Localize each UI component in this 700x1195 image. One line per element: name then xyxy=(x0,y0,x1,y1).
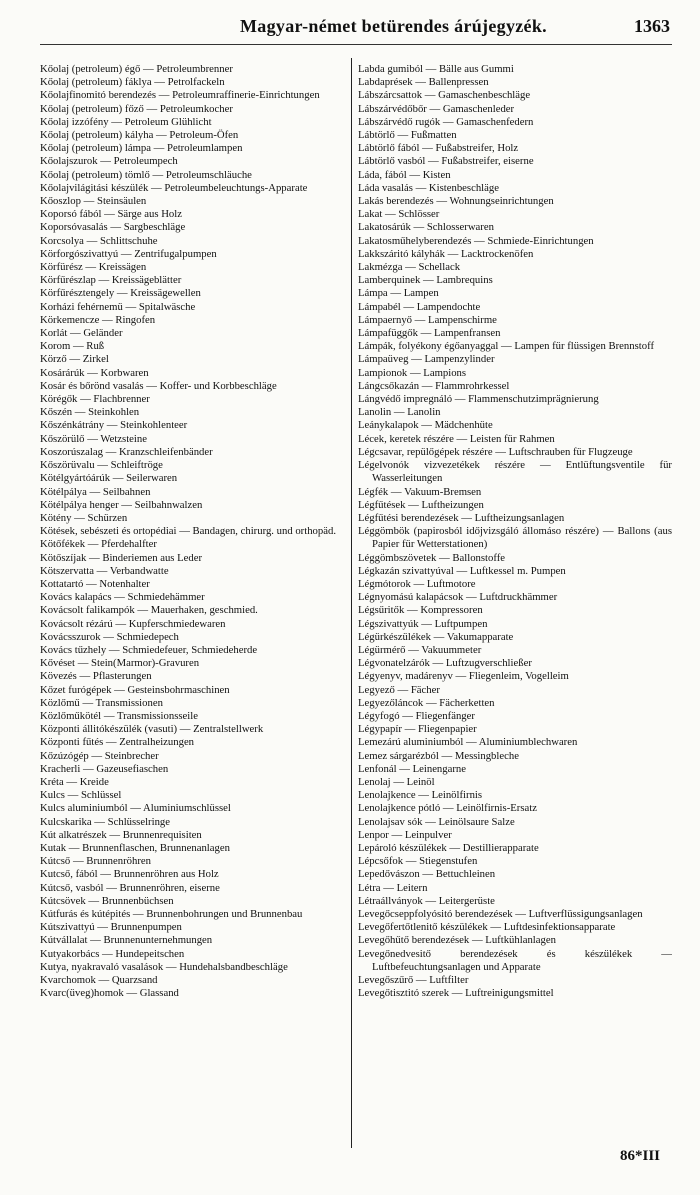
dictionary-entry: Légfék — Vakuum-Bremsen xyxy=(358,485,482,498)
dictionary-entry: Kőolaj (petroleum) tömlő — Petroleumschläuche xyxy=(40,168,252,181)
dictionary-entry: Kutya, nyakravaló vasalások — Hundehalsbandbeschläge xyxy=(40,960,288,973)
dictionary-entry: Lemezárú aluminiumból — Aluminiumblechwaren xyxy=(358,736,578,749)
dictionary-entry: Kötőszíjak — Binderiemen aus Leder xyxy=(40,551,203,564)
dictionary-entry: Lámpa — Lampen xyxy=(358,287,439,300)
dictionary-entry: Korlát — Geländer xyxy=(40,327,123,340)
dictionary-entry: Lakatosárúk — Schlosserwaren xyxy=(358,221,494,234)
dictionary-entry: Koporsóvasalás — Sargbeschläge xyxy=(40,221,186,234)
dictionary-entry: Kútfurás és kútépités — Brunnenbohrungen und Brunnenbau xyxy=(40,908,303,920)
dictionary-entry: Kosárárúk — Korbwaren xyxy=(40,366,149,379)
dictionary-entry: Kötések, sebészeti és ortopédiai — Bandagen, chirurg. und orthopäd. xyxy=(40,525,337,538)
dictionary-entry: Kőolaj (petroleum) lámpa — Petroleumlampen xyxy=(40,142,243,155)
dictionary-entry: Kőszörülő — Wetzsteine xyxy=(40,432,147,445)
dictionary-entry: Lámpafüggők — Lampenfransen xyxy=(358,327,501,340)
dictionary-entry: Légvonatelzárók — Luftzugverschließer xyxy=(358,657,532,670)
dictionary-entry: Lámpák, folyékony égőanyaggal — Lampen für flüssigen Brennstoff xyxy=(358,340,655,353)
dictionary-entry: Kútcső — Brunnenröhren xyxy=(40,855,152,868)
dictionary-entry: Közlőmű — Transmissionen xyxy=(40,696,163,709)
dictionary-entry: Léggömbszövetek — Ballonstoffe xyxy=(358,551,506,564)
dictionary-entry: Lenolajsav sók — Leinölsaure Salze xyxy=(358,815,515,828)
dictionary-entry: Kréta — Kreide xyxy=(40,775,109,788)
dictionary-entry: Labdaprések — Ballenpressen xyxy=(358,76,489,89)
dictionary-entry: Kőolaj (petroleum) főző — Petroleumkocher xyxy=(40,102,233,115)
dictionary-entry: Kottatartó — Notenhalter xyxy=(40,577,150,590)
dictionary-entry: Kötszervatta — Verbandwatte xyxy=(40,564,169,577)
dictionary-entry: Kőolaj izzófény — Petroleum Glühlicht xyxy=(40,115,212,128)
dictionary-entry: Kovács kalapács — Schmiedehämmer xyxy=(40,591,205,604)
dictionary-entry: Légnyomású kalapácsok — Luftdruckhämmer xyxy=(358,591,558,604)
dictionary-entry: Kőolaj (petroleum) fáklya — Petrolfackeln xyxy=(40,76,225,89)
dictionary-entry: Központi állitókészülék (vasuti) — Zentralstellwerk xyxy=(40,723,264,736)
dictionary-entry: Lemez sárgarézból — Messingbleche xyxy=(358,749,519,762)
dictionary-entry: Lepároló készülékek — Destillierapparate xyxy=(358,841,539,854)
dictionary-entry: Légszivattyúk — Luftpumpen xyxy=(358,617,488,630)
dictionary-entry: Levegőtisztitó szerek — Luftreinigungsmittel xyxy=(358,987,554,1000)
dictionary-entry: Lenolajkence pótló — Leinölfirnis-Ersatz xyxy=(358,802,537,815)
dictionary-entry: Kutak — Brunnenflaschen, Brunnenanlagen xyxy=(40,841,230,854)
dictionary-entry: Lábtörlő — Fußmatten xyxy=(358,129,457,142)
dictionary-entry: Kőolajszurok — Petroleumpech xyxy=(40,155,178,168)
dictionary-entry: Körfürész — Kreissägen xyxy=(40,261,147,274)
dictionary-entry: Légfűtési berendezések — Luftheizungsanlagen xyxy=(358,511,565,524)
dictionary-entry: Levegőfertőtlenitő készülékek — Luftdesinfektionsapparate xyxy=(358,921,616,934)
dictionary-entry: Kulcskarika — Schlüsselringe xyxy=(40,815,171,828)
page-number: 1363 xyxy=(634,16,670,36)
dictionary-entry: Kötény — Schürzen xyxy=(40,511,128,524)
dictionary-entry: Körző — Zirkel xyxy=(40,353,109,366)
page-header xyxy=(0,16,700,46)
dictionary-entry: Kútcsövek — Brunnenbüchsen xyxy=(40,894,174,907)
dictionary-entry: Légürkészülékek — Vakumapparate xyxy=(358,630,514,643)
dictionary-entry: Legyező — Fächer xyxy=(358,683,440,696)
dictionary-entry: Kőszörüvalu — Schleiftröge xyxy=(40,459,163,472)
dictionary-entry: Kőolaj (petroleum) kályha — Petroleum-Öfen xyxy=(40,129,239,142)
dictionary-entry: Légyenyv, madárenyv — Fliegenleim, Vogelleim xyxy=(358,670,569,683)
dictionary-entry: Létra — Leitern xyxy=(358,881,428,894)
dictionary-entry: Kőolaj (petroleum) égő — Petroleumbrenner xyxy=(40,63,233,75)
dictionary-entry: Kutyakorbács — Hundepeitschen xyxy=(40,947,185,960)
dictionary-entry: Kőolajfinomitó berendezés — Petroleumraffinerie-Einrichtungen xyxy=(40,89,320,102)
dictionary-entry: Lakmézga — Schellack xyxy=(358,261,461,274)
dictionary-entry: Lakatosműhelyberendezés — Schmiede-Einrichtungen xyxy=(358,234,594,247)
dictionary-entry: Kulcs aluminiumból — Aluminiumschlüssel xyxy=(40,802,231,815)
dictionary-entry: Lámpaernyő — Lampenschirme xyxy=(358,313,497,326)
dictionary-entry: Közlőműkötél — Transmissionsseile xyxy=(40,709,198,722)
dictionary-entry: Kötélpálya henger — Seilbahnwalzen xyxy=(40,498,203,511)
dictionary-entry: Koszorúszalag — Kranzschleifenbänder xyxy=(40,445,213,458)
dictionary-entry: Kőzet furógépek — Gesteinsbohrmaschinen xyxy=(40,683,230,696)
dictionary-entry: Lábszárvédő rugók — Gamaschenfedern xyxy=(358,115,534,128)
dictionary-entry: Kovácsszurok — Schmiedepech xyxy=(40,630,179,643)
dictionary-entry: Légkazán szivattyúval — Luftkessel m. Pumpen xyxy=(358,564,566,577)
dictionary-entry: Láda, fából — Kisten xyxy=(358,168,451,181)
dictionary-entry: Kutcső, fából — Brunnenröhren aus Holz xyxy=(40,868,219,881)
dictionary-entry: Légmótorok — Luftmotore xyxy=(358,577,476,590)
dictionary-entry: Lanolin — Lanolin xyxy=(358,406,441,419)
dictionary-entry: Kulcs — Schlüssel xyxy=(40,789,122,802)
dictionary-entry: Légsűritők — Kompressoren xyxy=(358,604,483,617)
dictionary-entry: Létraállványok — Leitergerüste xyxy=(358,894,495,907)
dictionary-entry: Lakás berendezés — Wohnungseinrichtungen xyxy=(358,195,554,208)
dictionary-entry: Lamberquinek — Lambrequins xyxy=(358,274,493,287)
dictionary-entry: Légyfogó — Fliegenfänger xyxy=(358,709,475,722)
dictionary-entry: Léggömbök (papirosból időjvizsgáló állomáso részére) — Ballons (aus Papier für Wetterstationen) xyxy=(358,525,672,551)
dictionary-entry: Körforgószivattyú — Zentrifugalpumpen xyxy=(40,247,217,260)
dictionary-entry: Kvarc(üveg)homok — Glassand xyxy=(40,987,179,1000)
dictionary-entry: Korom — Ruß xyxy=(40,340,105,353)
column-divider xyxy=(351,58,352,1148)
dictionary-entry: Lépcsőfok — Stiegenstufen xyxy=(358,855,478,868)
dictionary-entry: Lángvédő impregnáló — Flammenschutzimprägnierung xyxy=(358,393,599,406)
dictionary-entry: Kötőfékek — Pferdehalfter xyxy=(40,538,157,551)
dictionary-entry: Kútszivattyú — Brunnenpumpen xyxy=(40,921,182,934)
dictionary-entry: Légfűtések — Luftheizungen xyxy=(358,498,484,511)
dictionary-entry: Legyezőláncok — Fächerketten xyxy=(358,696,495,709)
dictionary-entry: Láda vasalás — Kistenbeschläge xyxy=(358,181,499,194)
dictionary-entry: Levegőcseppfolyósitó berendezések — Luftverflüssigungsanlagen xyxy=(358,908,643,920)
dictionary-entry: Légcsavar, repülőgépek részére — Luftschrauben für Flugzeuge xyxy=(358,445,633,458)
dictionary-entry: Központi fűtés — Zentralheizungen xyxy=(40,736,195,749)
dictionary-entry: Kőoszlop — Steinsäulen xyxy=(40,195,147,208)
dictionary-entry: Korházi fehérnemü — Spitalwäsche xyxy=(40,300,196,313)
dictionary-entry: Lécek, keretek részére — Leisten für Rahmen xyxy=(358,432,555,445)
dictionary-entry: Körégők — Flachbrenner xyxy=(40,393,150,406)
dictionary-entry: Légelvonók vizvezetékek részére — Entlüftungsventile für Wasserleitungen xyxy=(358,459,672,485)
dictionary-entry: Lábszárcsattok — Gamaschenbeschläge xyxy=(358,89,531,102)
page-title: Magyar-német betürendes árújegyzék. xyxy=(240,16,547,36)
dictionary-entry: Lábszárvédőbőr — Gamaschenleder xyxy=(358,102,515,115)
dictionary-entry: Lepedővászon — Bettuchleinen xyxy=(358,868,496,881)
dictionary-entry: Koporsó fából — Särge aus Holz xyxy=(40,208,182,221)
header-rule xyxy=(40,44,672,45)
dictionary-entry: Kőszén — Steinkohlen xyxy=(40,406,140,419)
left-column xyxy=(40,63,342,1000)
dictionary-entry: Kőszénkátrány — Steinkohlenteer xyxy=(40,419,188,432)
dictionary-entry: Labda gumiból — Bälle aus Gummi xyxy=(358,63,514,75)
dictionary-entry: Kovácsolt falikampók — Mauerhaken, geschmied. xyxy=(40,604,258,617)
dictionary-entry: Kövezés — Pflasterungen xyxy=(40,670,152,683)
dictionary-entry: Kőzúzógép — Steinbrecher xyxy=(40,749,159,762)
dictionary-entry: Kötélgyártóárúk — Seilerwaren xyxy=(40,472,178,485)
dictionary-entry: Kosár és bőrönd vasalás — Koffer- und Korbbeschläge xyxy=(40,379,277,392)
dictionary-entry: Légypapír — Fliegenpapier xyxy=(358,723,477,736)
dictionary-entry: Lenolaj — Leinöl xyxy=(358,775,435,788)
dictionary-entry: Kovács tűzhely — Schmiedefeuer, Schmiedeherde xyxy=(40,643,258,656)
dictionary-entry: Lenpor — Leinpulver xyxy=(358,828,452,841)
dictionary-entry: Leánykalapok — Mädchenhüte xyxy=(358,419,493,432)
dictionary-entry: Lenfonál — Leinengarne xyxy=(358,762,467,775)
dictionary-entry: Légürmérő — Vakuummeter xyxy=(358,643,482,656)
dictionary-entry: Kracherli — Gazeusefiaschen xyxy=(40,762,169,775)
right-column xyxy=(358,63,672,1000)
dictionary-entry: Korcsolya — Schlittschuhe xyxy=(40,234,158,247)
dictionary-entry: Kővéset — Stein(Marmor)-Gravuren xyxy=(40,657,200,670)
dictionary-entry: Levegőhűtő berendezések — Luftkühlanlagen xyxy=(358,934,556,947)
dictionary-entry: Lakkszáritó kályhák — Lacktrockenöfen xyxy=(358,247,534,260)
dictionary-entry: Lámpabél — Lampendochte xyxy=(358,300,481,313)
dictionary-entry: Kötélpálya — Seilbahnen xyxy=(40,485,151,498)
dictionary-entry: Lábtörlő vasból — Fußabstreifer, eiserne xyxy=(358,155,534,168)
dictionary-entry: Kvarchomok — Quarzsand xyxy=(40,974,158,987)
dictionary-entry: Lampionok — Lampions xyxy=(358,366,467,379)
dictionary-entry: Lakat — Schlösser xyxy=(358,208,440,221)
dictionary-entry: Lenolajkence — Leinölfirnis xyxy=(358,789,483,802)
dictionary-entry: Lámpaüveg — Lampenzylinder xyxy=(358,353,495,366)
dictionary-entry: Kút alkatrészek — Brunnenrequisiten xyxy=(40,828,202,841)
dictionary-entry: Lángcsőkazán — Flammrohrkessel xyxy=(358,379,510,392)
dictionary-entry: Lábtörlő fából — Fußabstreifer, Holz xyxy=(358,142,519,155)
dictionary-entry: Kőolajvilágitási készülék — Petroleumbeleuchtungs-Apparate xyxy=(40,181,308,194)
dictionary-entry: Kútvállalat — Brunnenunternehmungen xyxy=(40,934,213,947)
dictionary-entry: Kovácsolt rézárú — Kupferschmiedewaren xyxy=(40,617,226,630)
dictionary-entry: Körfűrészlap — Kreissägeblätter xyxy=(40,274,182,287)
signature-mark: 86*III xyxy=(619,1148,660,1164)
dictionary-entry: Körkemencze — Ringofen xyxy=(40,313,156,326)
dictionary-entry: Körfűrésztengely — Kreissägewellen xyxy=(40,287,201,300)
dictionary-entry: Levegőnedvesitő berendezések és készülékek — Luftbefeuchtungsanlagen und Apparate xyxy=(358,947,672,973)
dictionary-entry: Levegőszűrő — Luftfilter xyxy=(358,974,469,987)
dictionary-entry: Kútcső, vasból — Brunnenröhren, eiserne xyxy=(40,881,220,894)
